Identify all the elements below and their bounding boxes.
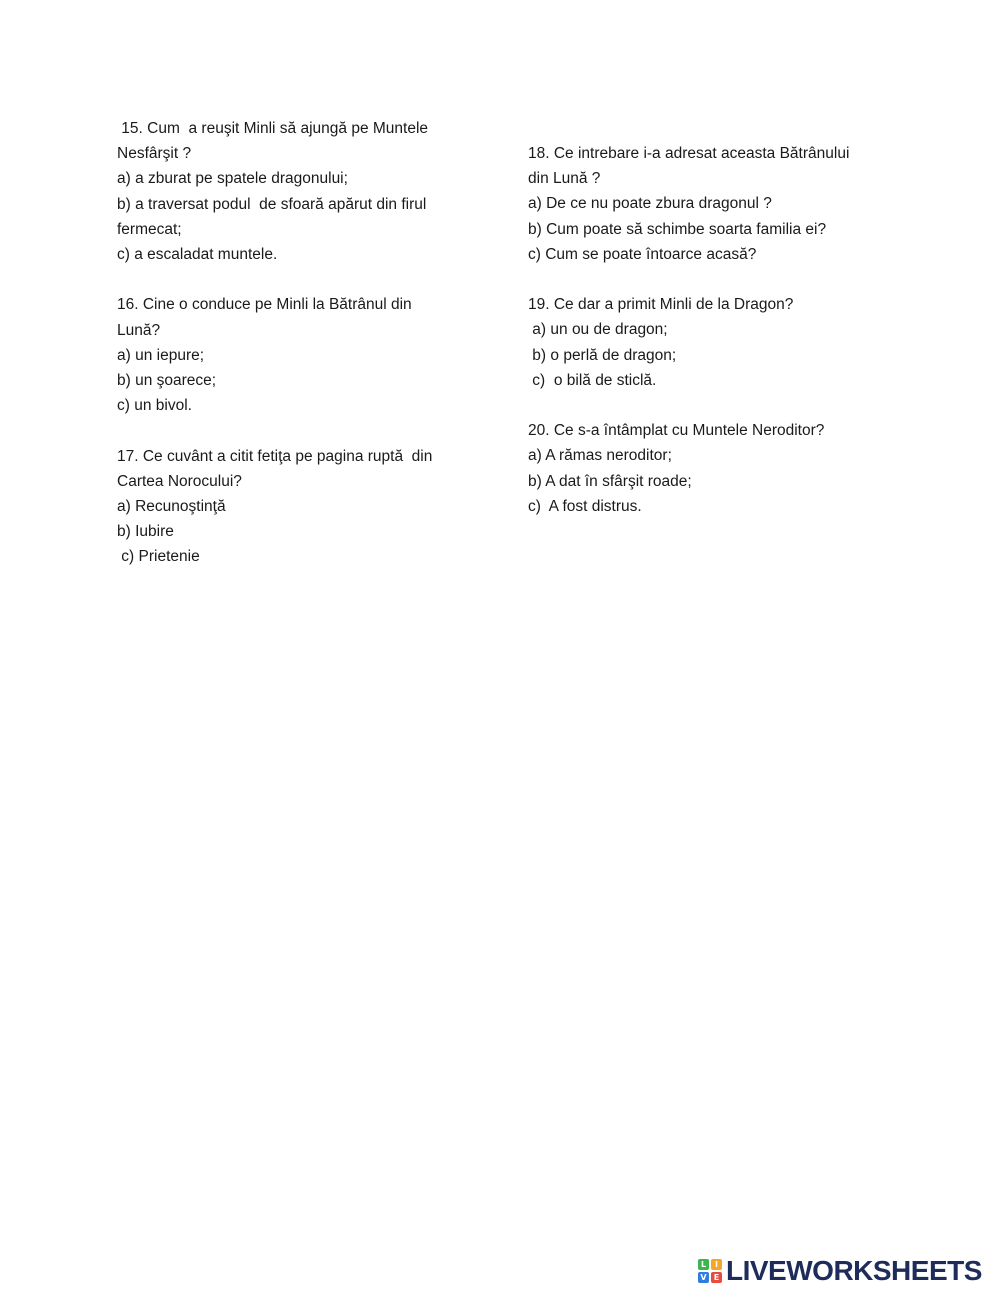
question-text: 16. Cine o conduce pe Minli la Bătrânul din bbox=[117, 296, 412, 314]
logo-tile-e: E bbox=[711, 1272, 722, 1283]
answer-option: a) De ce nu poate zbura dragonul ? bbox=[528, 195, 772, 213]
left-column bbox=[117, 116, 477, 570]
answer-option: c) Prietenie bbox=[117, 548, 200, 566]
question-text: din Lună ? bbox=[528, 170, 601, 188]
answer-option: fermecat; bbox=[117, 220, 182, 238]
answer-option: c) o bilă de sticlă. bbox=[528, 371, 657, 389]
answer-option: a) a zburat pe spatele dragonului; bbox=[117, 170, 348, 188]
logo-tile-i: I bbox=[711, 1259, 722, 1270]
question-block bbox=[117, 292, 477, 418]
answer-option: a) A rămas neroditor; bbox=[528, 447, 672, 465]
logo-tile-l: L bbox=[698, 1259, 709, 1270]
answer-option: c) un bivol. bbox=[117, 397, 192, 415]
answer-option: b) Cum poate să schimbe soarta familia ei? bbox=[528, 220, 827, 238]
question-text: Nesfârşit ? bbox=[117, 145, 192, 163]
answer-option: a) un ou de dragon; bbox=[528, 321, 668, 339]
question-block bbox=[528, 141, 888, 267]
question-block bbox=[528, 292, 888, 393]
question-block bbox=[528, 418, 888, 519]
question-spacer bbox=[528, 393, 888, 418]
liveworksheets-logo-icon bbox=[698, 1259, 722, 1283]
question-text: 17. Ce cuvânt a citit fetiţa pe pagina ruptă din bbox=[117, 447, 433, 465]
brand-text: LIVEWORKSHEETS bbox=[726, 1255, 982, 1286]
right-column bbox=[528, 141, 888, 519]
question-text: 15. Cum a reuşit Minli să ajungă pe Muntele bbox=[117, 120, 429, 137]
answer-option: b) un şoarece; bbox=[117, 372, 217, 390]
question-spacer bbox=[528, 267, 888, 292]
question-text: 19. Ce dar a primit Minli de la Dragon? bbox=[528, 296, 794, 314]
answer-option: b) A dat în sfârşit roade; bbox=[528, 472, 692, 490]
question-text: 18. Ce intrebare i-a adresat aceasta Bătrânului bbox=[528, 145, 850, 162]
liveworksheets-brand[interactable] bbox=[698, 1256, 982, 1286]
question-block bbox=[117, 444, 477, 570]
answer-option: a) un iepure; bbox=[117, 346, 205, 364]
answer-option: b) Iubire bbox=[117, 523, 174, 541]
answer-option: b) o perlă de dragon; bbox=[528, 346, 677, 364]
question-block bbox=[117, 116, 477, 267]
answer-option: b) a traversat podul de sfoară apărut din firul bbox=[117, 195, 427, 213]
answer-option: c) A fost distrus. bbox=[528, 497, 642, 515]
answer-option: c) Cum se poate întoarce acasă? bbox=[528, 245, 757, 263]
logo-tile-v: V bbox=[698, 1272, 709, 1283]
question-spacer bbox=[117, 418, 477, 443]
question-text: 20. Ce s-a întâmplat cu Muntele Neroditor? bbox=[528, 422, 825, 440]
question-text: Lună? bbox=[117, 321, 161, 339]
question-spacer bbox=[117, 267, 477, 292]
answer-option: a) Recunoştinţă bbox=[117, 498, 226, 516]
question-text: Cartea Norocului? bbox=[117, 472, 242, 490]
answer-option: c) a escaladat muntele. bbox=[117, 246, 278, 264]
